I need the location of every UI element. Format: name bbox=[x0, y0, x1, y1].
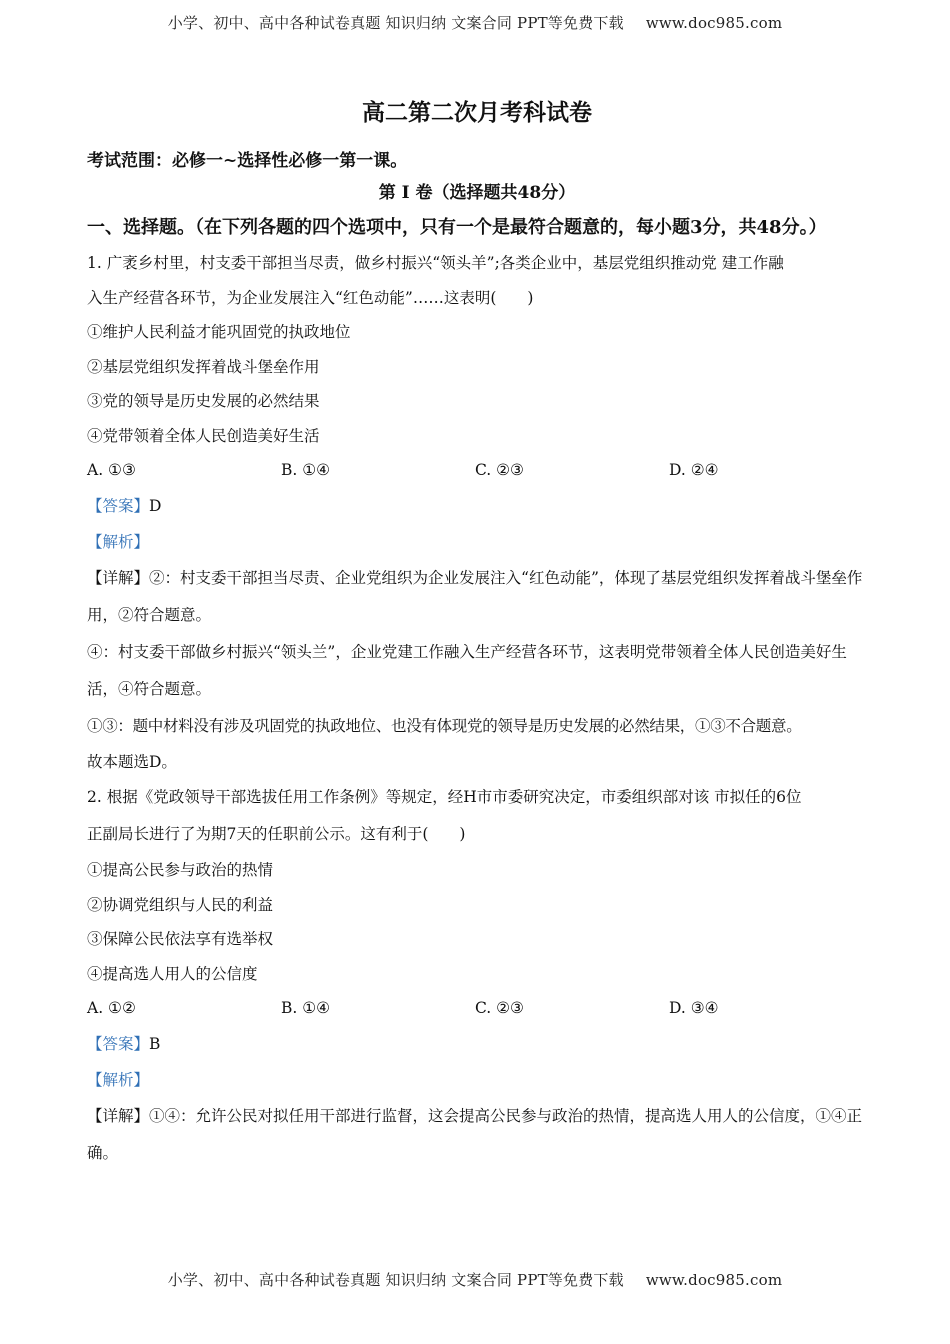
q1-detail-text-1: ②：村支委干部担当尽责、企业党组织为企业发展注入“红色动能”，体现了基层党组织发挥着战斗堡垒作用，②符合题意。 bbox=[87, 568, 863, 624]
q2-item-3: ③保障公民依法享有选举权 bbox=[87, 930, 274, 948]
question-2 bbox=[87, 779, 867, 1172]
q2-options bbox=[87, 991, 867, 1026]
section-heading: 一、选择题。（在下列各题的四个选项中，只有一个是最符合题意的，每小题3分，共48分。） bbox=[87, 217, 827, 238]
q2-option-d: D. ③④ bbox=[669, 999, 719, 1017]
q2-detail-tag: 【详解】 bbox=[87, 1106, 150, 1125]
q1-stem-line-2: 入生产经营各环节，为企业发展注入“红色动能”……这表明( ) bbox=[87, 288, 534, 307]
q1-answer bbox=[87, 488, 867, 524]
q1-option-a: A. ①③ bbox=[87, 461, 136, 479]
q1-option-c: C. ②③ bbox=[475, 461, 524, 479]
page-footer bbox=[0, 1269, 950, 1290]
q1-detail-2: ④：村支委干部做乡村振兴“领头兰”，企业党建工作融入生产经营各环节，这表明党带领着全体人民创造美好生活，④符合题意。 bbox=[87, 642, 847, 698]
q1-item-4: ④党带领着全体人民创造美好生活 bbox=[87, 426, 320, 445]
q1-options bbox=[87, 453, 867, 488]
q2-item-2: ②协调党组织与人民的利益 bbox=[87, 895, 274, 914]
q2-item-4: ④提高选人用人的公信度 bbox=[87, 964, 258, 983]
footer-text: 小学、初中、高中各种试卷真题 知识归纳 文案合同 PPT等免费下载 bbox=[167, 1271, 624, 1289]
header-url[interactable]: www.doc985.com bbox=[645, 14, 783, 32]
q2-answer-value: B bbox=[149, 1034, 161, 1053]
q2-option-b: B. ①④ bbox=[281, 999, 331, 1017]
q2-detail-text-1: ①④：允许公民对拟任用干部进行监督，这会提高公民参与政治的热情，提高选人用人的公信度，①④正确。 bbox=[87, 1106, 863, 1162]
q1-detail-4: 故本题选D。 bbox=[87, 752, 177, 771]
page-header bbox=[0, 12, 950, 33]
document-body bbox=[87, 96, 867, 1172]
q1-detail-1 bbox=[87, 560, 867, 634]
q1-detail-3: ①③：题中材料没有涉及巩固党的执政地位、也没有体现党的领导是历史发展的必然结果，①③不合题意。 bbox=[87, 716, 802, 735]
footer-url[interactable]: www.doc985.com bbox=[645, 1271, 783, 1289]
q2-detail-1 bbox=[87, 1098, 867, 1172]
q1-item-3: ③党的领导是历史发展的必然结果 bbox=[87, 392, 320, 410]
q2-option-a: A. ①② bbox=[87, 999, 136, 1017]
q1-stem-line-1: 1. 广袤乡村里，村支委干部担当尽责，做乡村振兴“领头羊”;各类企业中，基层党组织推动党 建工作融 bbox=[87, 254, 784, 272]
q1-answer-value: D bbox=[149, 496, 162, 515]
q2-answer bbox=[87, 1026, 867, 1062]
q1-item-1: ①维护人民利益才能巩固党的执政地位 bbox=[87, 323, 351, 341]
q1-option-d: D. ②④ bbox=[669, 461, 719, 479]
q1-option-b: B. ①④ bbox=[281, 461, 331, 479]
q2-stem-line-2: 正副局长进行了为期7天的任职前公示。这有利于( ) bbox=[87, 825, 466, 843]
header-text: 小学、初中、高中各种试卷真题 知识归纳 文案合同 PPT等免费下载 bbox=[167, 14, 624, 32]
q2-option-c: C. ②③ bbox=[475, 999, 524, 1017]
q1-answer-tag: 【答案】 bbox=[87, 496, 150, 515]
q1-detail-tag: 【详解】 bbox=[87, 568, 150, 587]
q1-item-2: ②基层党组织发挥着战斗堡垒作用 bbox=[87, 357, 320, 376]
q1-analysis-tag: 【解析】 bbox=[87, 532, 150, 551]
q2-analysis-tag: 【解析】 bbox=[87, 1070, 150, 1089]
q2-answer-tag: 【答案】 bbox=[87, 1034, 150, 1053]
q2-item-1: ①提高公民参与政治的热情 bbox=[87, 861, 274, 879]
page-title: 高二第二次月考科试卷 bbox=[362, 99, 592, 126]
question-1 bbox=[87, 246, 867, 779]
q2-stem-line-1: 2. 根据《党政领导干部选拔任用工作条例》等规定，经H市市委研究决定，市委组织部对该 市拟任的6位 bbox=[87, 788, 802, 806]
exam-scope: 考试范围：必修一~选择性必修一第一课。 bbox=[87, 151, 408, 171]
volume-heading: 第 I 卷（选择题共48分） bbox=[378, 183, 576, 203]
